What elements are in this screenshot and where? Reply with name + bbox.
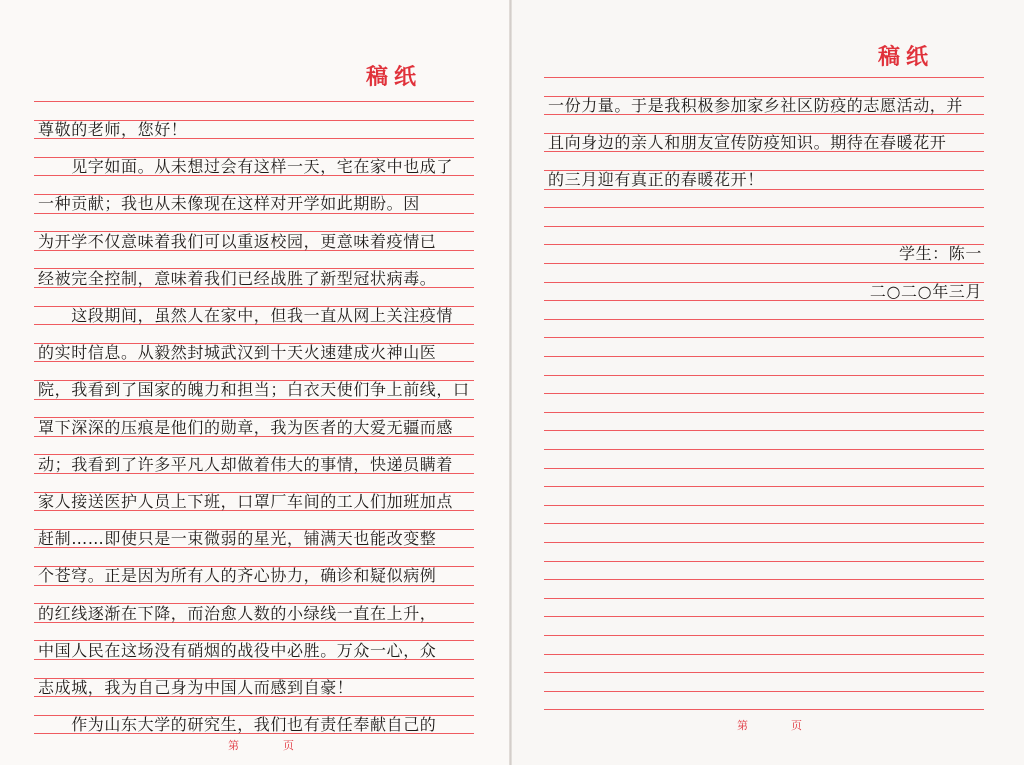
text-line: 动；我看到了许多平凡人却做着伟大的事情，快递员瞒着	[38, 454, 454, 474]
text-line: 的实时信息。从毅然封城武汉到十天火速建成火神山医	[38, 343, 437, 363]
ruled-line	[544, 542, 984, 543]
text-line: 个苍穹。正是因为所有人的齐心协力，确诊和疑似病例	[38, 566, 437, 586]
ruled-line	[544, 449, 984, 450]
text-line: 且向身边的亲人和朋友宣传防疫知识。期待在春暖花开	[548, 133, 947, 153]
ruled-line	[544, 691, 984, 692]
text-line: 家人接送医护人员上下班，口罩厂车间的工人们加班加点	[38, 492, 454, 511]
right-page-number-prefix: 第	[737, 719, 748, 732]
text-line: 院，我看到了国家的魄力和担当；白衣天使们争上前线，口	[38, 380, 470, 400]
text-line: 中国人民在这场没有硝烟的战役中必胜。万众一心，众	[38, 640, 437, 660]
ruled-line	[544, 356, 984, 357]
ruled-line	[544, 672, 984, 673]
ruled-line	[544, 337, 984, 338]
ruled-line	[544, 486, 984, 487]
ruled-line	[544, 579, 984, 580]
right-sheet	[512, 0, 1024, 765]
ruled-line	[544, 654, 984, 655]
ruled-line	[544, 77, 984, 78]
ruled-line	[544, 523, 984, 524]
text-line: 一种贡献；我也从未像现在这样对开学如此期盼。因	[38, 194, 420, 214]
text-line: 志成城，我为自己身为中国人而感到自豪！	[38, 678, 354, 697]
ruled-line	[544, 598, 984, 599]
ruled-line	[544, 709, 984, 710]
ruled-line	[544, 319, 984, 320]
text-line: 为开学不仅意味着我们可以重返校园，更意味着疫情已	[38, 231, 437, 251]
right-sheet-title: 稿纸	[878, 45, 935, 70]
ruled-line	[544, 207, 984, 208]
ruled-line	[34, 101, 474, 102]
text-line: 罩下深深的压痕是他们的勋章，我为医者的大爱无疆而感	[38, 417, 454, 437]
right-page-number-suffix: 页	[791, 719, 802, 732]
text-line: 这段期间，虽然人在家中，但我一直从网上关注疫情	[38, 306, 454, 325]
signature: 学生：陈一	[898, 244, 982, 263]
ruled-line	[544, 393, 984, 394]
text-line: 的三月迎有真正的春暖花开！	[548, 170, 764, 190]
ruled-line	[544, 375, 984, 376]
left-page-number-suffix: 页	[283, 739, 294, 752]
text-line: 经被完全控制，意味着我们已经战胜了新型冠状病毒。	[38, 268, 437, 288]
ruled-line	[544, 226, 984, 227]
ruled-line	[544, 430, 984, 431]
text-line: 作为山东大学的研究生，我们也有责任奉献自己的	[38, 715, 437, 735]
text-line: 见字如面。从未想过会有这样一天，宅在家中也成了	[38, 157, 454, 177]
ruled-line	[544, 468, 984, 469]
ruled-line	[544, 616, 984, 617]
text-line: 的红线逐渐在下降，而治愈人数的小绿线一直在上升，	[38, 603, 437, 623]
text-line: 一份力量。于是我积极参加家乡社区防疫的志愿活动，并	[548, 96, 964, 115]
ruled-line	[544, 561, 984, 562]
ruled-line	[544, 635, 984, 636]
left-sheet	[0, 0, 510, 765]
letter-date: 二○二○年三月	[869, 282, 982, 301]
text-line: 尊敬的老师，您好！	[38, 120, 188, 139]
ruled-line	[544, 412, 984, 413]
ruled-line	[544, 505, 984, 506]
text-line: 赶制……即使只是一束微弱的星光，铺满天也能改变整	[38, 529, 437, 549]
left-sheet-title: 稿纸	[366, 65, 423, 90]
left-page-number-prefix: 第	[228, 739, 239, 752]
